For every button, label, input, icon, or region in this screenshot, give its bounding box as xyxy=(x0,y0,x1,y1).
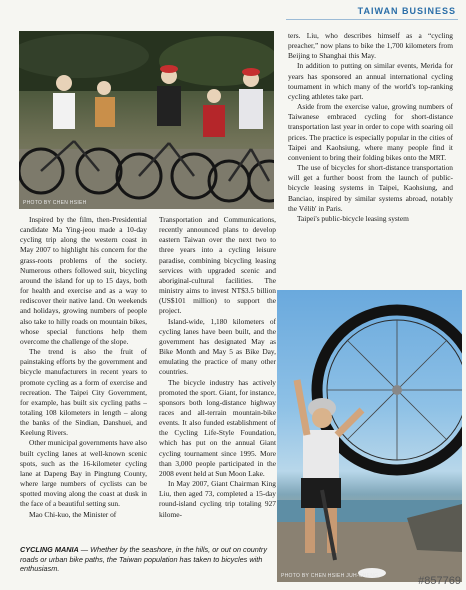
paragraph: In May 2007, Giant Chairman King Liu, then aged 73, completed a 15-day round-island cycling trip totaling 927 kilome- xyxy=(159,479,276,519)
photo-credit: PHOTO BY CHEN HSIEH xyxy=(23,200,87,206)
caption-lead: CYCLING MANIA xyxy=(20,545,79,554)
paragraph: Transportation and Communications, recently announced plans to develop eastern Taiwan over the next two to three years into a cycling leisure paradise, combining bicycling leasing services with upgraded scenic and aboriginal-cultural facilities. The ministry aims to invest NT$3.5 billion (US$101 million) to support the project. xyxy=(159,215,276,316)
paragraph: Inspired by the film, then-Presidential candidate Ma Ying-jeou made a 10-day cycling trip along the western coast in May 2007 to highlight his concern for the grass-roots problems of the society. Numerous others followed suit, bicycling around the island for up to 15 days, both for health and exercise and as a way to rediscover their native land. On weekends and holidays, growing numbers of people also take to hilly roads on mountain bikes, whose special functions help them overcome the challenge of the slope. xyxy=(20,215,147,346)
photo-credit: PHOTO BY CHEN HSIEH JUH-CHENG xyxy=(281,573,379,579)
cyclists-group-photo xyxy=(19,31,274,209)
watermark: #857769 xyxy=(418,575,461,587)
seaside-cyclist-illustration xyxy=(277,290,462,582)
paragraph: In addition to putting on similar events, Merida for years has sponsored an annual international cycling tournament in which many of the world's top-ranking cycling athletes take part. xyxy=(288,61,453,101)
article-column-3 xyxy=(288,31,453,224)
header-rule xyxy=(286,19,458,20)
paragraph: Mao Chi-kuo, the Minister of xyxy=(29,509,117,519)
paragraph: Other municipal governments have also built cycling lanes at well-known scenic spots, such as the 16-kilometer cycling lane at Dapeng Bay in Pingtung County, where large numbers of cyclists can be spotted moving along the coast at dusk in the face of a beautiful setting sun. xyxy=(20,438,147,509)
paragraph: Aside from the exercise value, growing numbers of Taiwanese embraced cycling for short-distance transportation last year in order to cope with soaring oil prices. The practice is especially popular in the cities of Taipei and Kaohsiung, where many people find it convenient to bring their folding bikes onto the MRT. xyxy=(288,102,453,162)
seaside-cyclist-photo xyxy=(277,290,462,582)
article-column-2 xyxy=(159,215,276,520)
paragraph: The bicycle industry has actively promoted the sport. Giant, for instance, sponsors both long-distance highway races and all-terrain mountain-bike events. It also funded establishment of the Cycling Life-Style Foundation, which has put on the annual Giant cycling tournament since 1995. More than 3,000 people participated in the 2008 event held at Sun Moon Lake. xyxy=(159,377,276,478)
paragraph: Island-wide, 1,180 kilometers of cycling lanes have been built, and the government has designated May as Bike Month and May 5 as Bike Day, emulating the practice of many other countries. xyxy=(159,316,276,377)
section-header: TAIWAN BUSINESS xyxy=(357,6,456,16)
article-column-1 xyxy=(20,215,147,520)
photo-caption xyxy=(20,545,272,574)
paragraph: ters. Liu, who describes himself as a “cycling preacher,” now plans to bike the 1,700 kilometers from Beijing to Shanghai this May. xyxy=(288,31,453,61)
cyclists-group-illustration xyxy=(19,31,274,209)
paragraph: The use of bicycles for short-distance transportation will get a further boost from the launch of public-bicycle leasing systems in Taipei, Kaohsiung, and Banciao, inspired by similar systems abroad, notably the Vélib' in Paris. xyxy=(288,163,453,213)
paragraph: The trend is also the fruit of painstaking efforts by the government and bicycle manufacturers in recent years to promote cycling as a form of exercise and recreation. The Taipei City Government, for example, has built six cycling paths – totaling 108 kilometers in length – along the banks of the Sindian, Danshuei, and Keelung Rivers. xyxy=(20,347,147,438)
paragraph: Taipei's public-bicycle leasing system xyxy=(297,213,409,223)
caption-text: — Whether by the seashore, in the hills, or out on country roads or urban bike paths, the Taiwan population has taken to bicycles with enthusiasm. xyxy=(20,545,267,574)
